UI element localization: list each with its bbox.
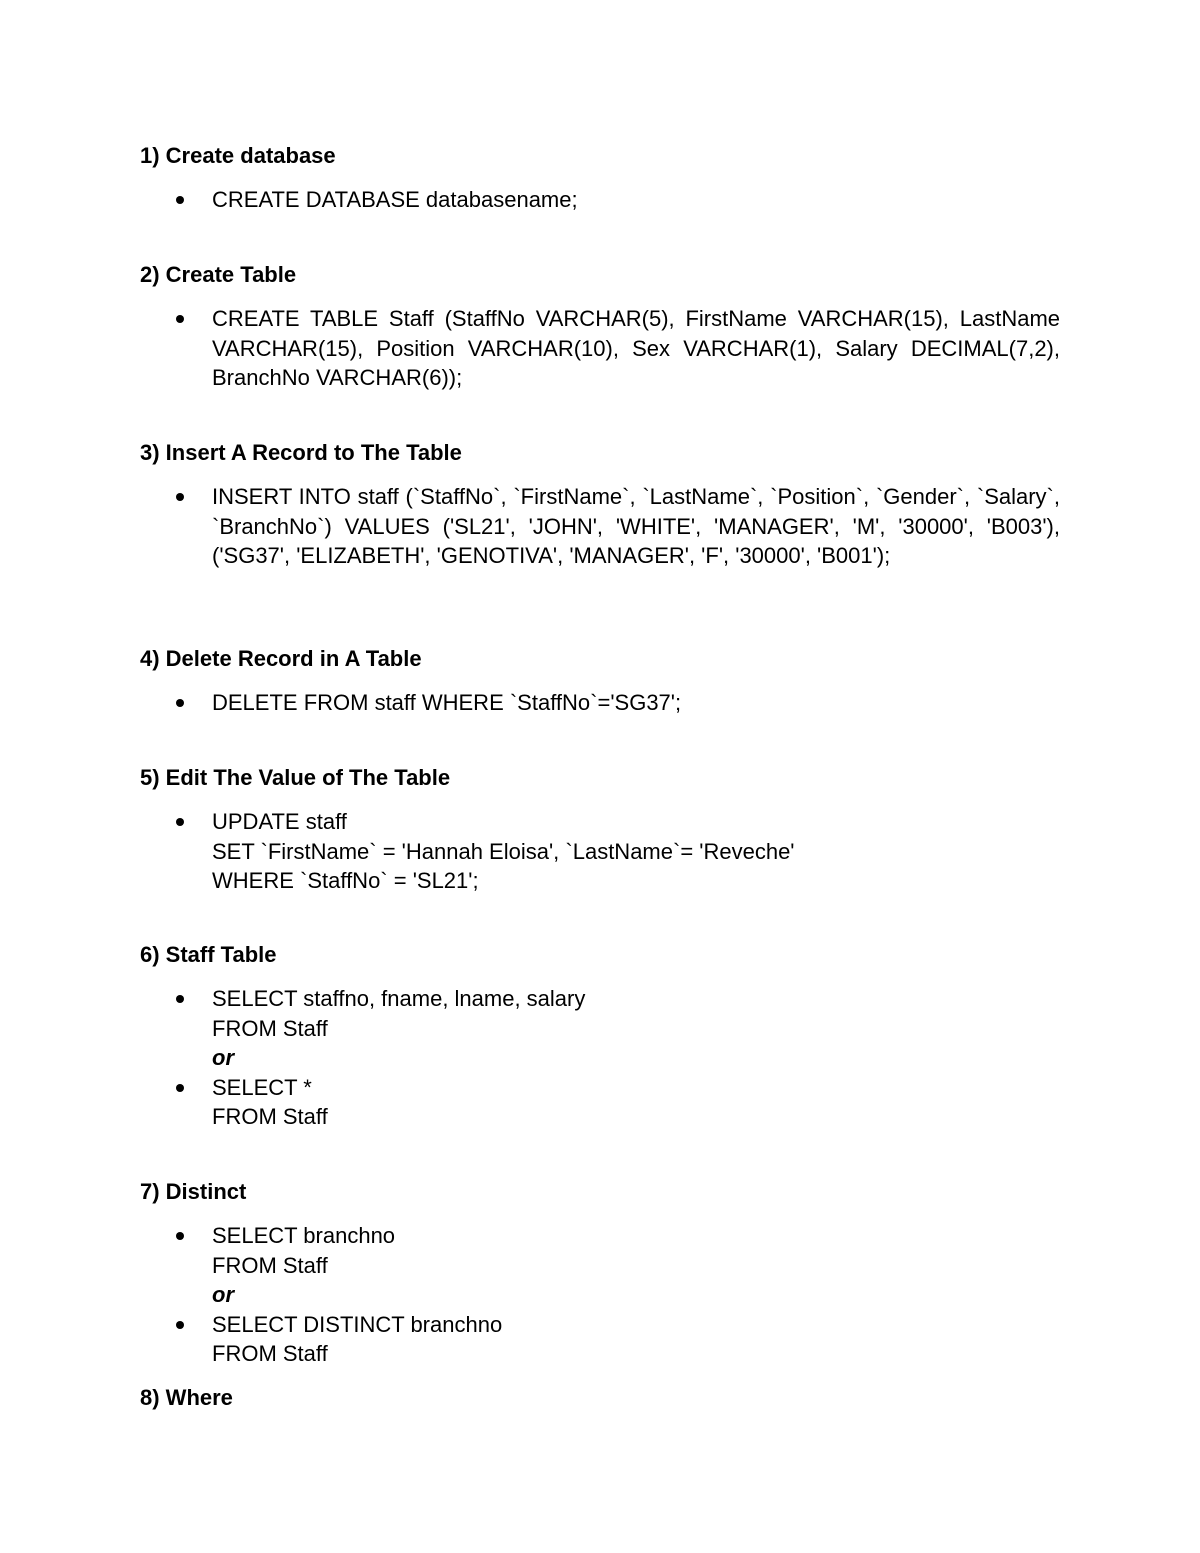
code-line: SELECT * [212,1074,312,1100]
bullet-list [140,807,1060,896]
section-create-table [140,260,1060,393]
list-item [140,1073,1060,1132]
code-line: WHERE `StaffNo` = 'SL21'; [212,868,479,893]
code-line: FROM Staff [212,1015,328,1041]
list-item [140,807,1060,896]
section-heading: 4) Delete Record in A Table [140,646,422,671]
section-insert-record [140,438,1060,571]
bullet-icon [176,196,184,204]
list-item [140,984,1060,1073]
bullet-list [140,1221,1060,1369]
code-line: SET `FirstName` = 'Hannah Eloisa', `LastName`= 'Reveche' [212,838,795,864]
section-heading: 3) Insert A Record to The Table [140,440,462,465]
code-text: INSERT INTO staff (`StaffNo`, `FirstName`, `LastName`, `Position`, `Gender`, `Salary`, `BranchNo`) VALUES ('SL21', 'JOHN', 'WHITE', 'MANAGER', 'M', '30000', 'B003'), ('SG37', 'ELIZABETH', 'GENOTIVA', 'MANAGER', 'F', '30000', 'B001'); [212,484,1060,568]
section-heading: 2) Create Table [140,262,297,287]
code-line: CREATE DATABASE databasename; [212,187,578,212]
section-heading: 6) Staff Table [140,942,277,967]
section-distinct [140,1177,1060,1369]
code-line: SELECT branchno [212,1223,396,1248]
bullet-list [140,304,1060,393]
bullet-icon [176,995,184,1003]
bullet-icon [176,699,184,707]
code-line: FROM Staff [212,1341,328,1366]
list-item [140,482,1060,571]
bullet-icon [176,1321,184,1329]
list-item [140,1310,1060,1369]
list-item [140,1221,1060,1310]
or-separator: or [212,1045,234,1070]
or-separator: or [212,1282,234,1307]
section-heading: 8) Where [140,1385,233,1410]
section-heading: 7) Distinct [140,1179,247,1204]
bullet-list [140,984,1060,1132]
section-edit-value [140,763,1060,896]
bullet-icon [176,493,184,501]
code-line: SELECT DISTINCT branchno [212,1311,503,1337]
list-item [140,185,1060,215]
code-line: UPDATE staff [212,809,347,834]
section-create-database [140,141,1060,215]
bullet-list [140,688,1060,718]
bullet-icon [176,1232,184,1240]
code-line: FROM Staff [212,1252,328,1278]
section-heading: 1) Create database [140,143,336,168]
bullet-icon [176,1084,184,1092]
code-line: FROM Staff [212,1104,328,1129]
list-item [140,688,1060,718]
code-text: CREATE TABLE Staff (StaffNo VARCHAR(5), FirstName VARCHAR(15), LastName VARCHAR(15), Position VARCHAR(10), Sex VARCHAR(1), Salary DECIMAL(7,2), BranchNo VARCHAR(6)); [212,306,1060,390]
section-heading: 5) Edit The Value of The Table [140,765,451,790]
section-delete-record [140,644,1060,718]
code-line: DELETE FROM staff WHERE `StaffNo`='SG37'; [212,690,682,715]
bullet-icon [176,315,184,323]
section-where [140,1383,1060,1413]
list-item [140,304,1060,393]
code-line: SELECT staffno, fname, lname, salary [212,986,586,1011]
bullet-list [140,185,1060,215]
bullet-list [140,482,1060,571]
section-staff-table [140,940,1060,1132]
bullet-icon [176,818,184,826]
